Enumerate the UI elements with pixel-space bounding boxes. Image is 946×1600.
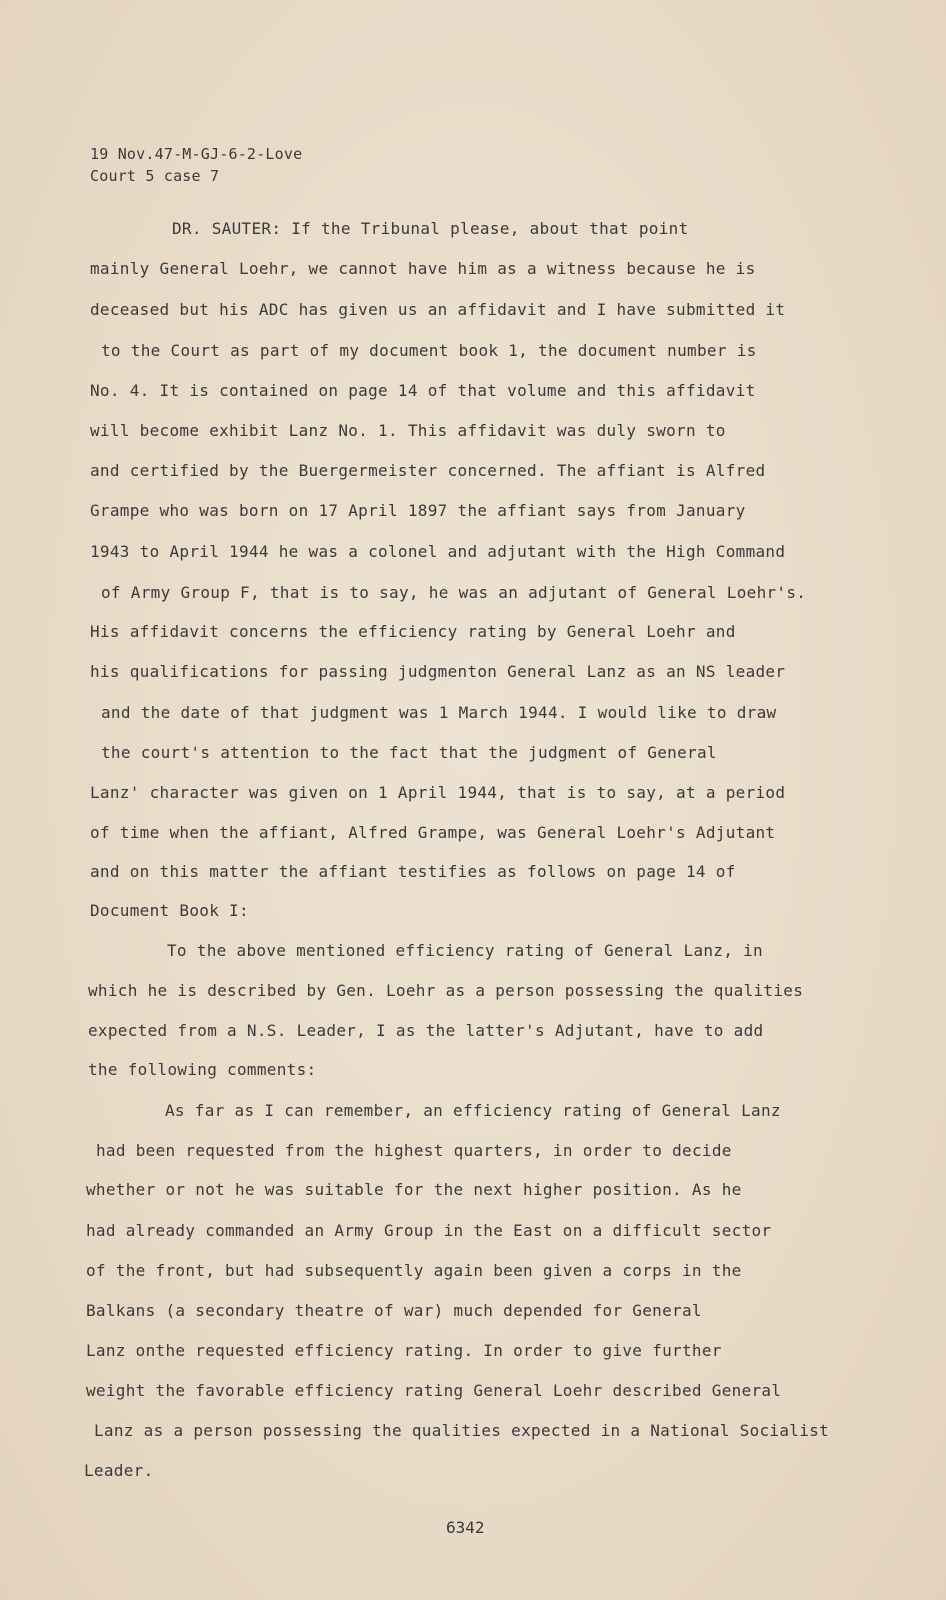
text-line: of Army Group F, that is to say, he was an adjutant of General Loehr's.	[101, 583, 807, 602]
text-line: mainly General Loehr, we cannot have him as a witness because he is	[90, 259, 756, 278]
text-line: and certified by the Buergermeister concerned. The affiant is Alfred	[90, 461, 766, 480]
reference-line: 19 Nov.47-M-GJ-6-2-Love	[90, 145, 303, 163]
text-line: To the above mentioned efficiency rating of General Lanz, in	[167, 941, 763, 960]
text-line: whether or not he was suitable for the next higher position. As he	[86, 1180, 742, 1199]
document-header	[90, 143, 302, 187]
text-line: his qualifications for passing judgmenton General Lanz as an NS leader	[90, 662, 786, 681]
court-line: Court 5 case 7	[90, 167, 220, 185]
text-line: the following comments:	[88, 1060, 317, 1079]
text-line: Leader.	[84, 1461, 154, 1480]
text-line: Lanz' character was given on 1 April 1944, that is to say, at a period	[90, 783, 786, 802]
text-line: which he is described by Gen. Loehr as a person possessing the qualities	[88, 981, 804, 1000]
text-line: and on this matter the affiant testifies as follows on page 14 of	[90, 862, 736, 881]
text-line: of the front, but had subsequently again been given a corps in the	[86, 1261, 742, 1280]
text-line: the court's attention to the fact that the judgment of General	[101, 743, 717, 762]
text-line: had already commanded an Army Group in the East on a difficult sector	[86, 1221, 772, 1240]
text-line: of time when the affiant, Alfred Grampe, was General Loehr's Adjutant	[90, 823, 776, 842]
text-line: Lanz as a person possessing the qualities expected in a National Socialist	[94, 1421, 830, 1440]
text-line: 1943 to April 1944 he was a colonel and adjutant with the High Command	[90, 542, 786, 561]
page-number: 6342	[446, 1518, 485, 1537]
text-line: Grampe who was born on 17 April 1897 the affiant says from January	[90, 501, 746, 520]
text-line: Document Book I:	[90, 901, 249, 920]
text-line: expected from a N.S. Leader, I as the latter's Adjutant, have to add	[88, 1021, 764, 1040]
text-line: deceased but his ADC has given us an affidavit and I have submitted it	[90, 300, 786, 319]
text-line: His affidavit concerns the efficiency rating by General Loehr and	[90, 622, 736, 641]
text-line: had been requested from the highest quarters, in order to decide	[96, 1141, 732, 1160]
text-line: and the date of that judgment was 1 March 1944. I would like to draw	[101, 703, 777, 722]
text-line: will become exhibit Lanz No. 1. This affidavit was duly sworn to	[90, 421, 726, 440]
text-line: to the Court as part of my document book 1, the document number is	[101, 341, 757, 360]
text-line: weight the favorable efficiency rating General Loehr described General	[86, 1381, 782, 1400]
text-line: No. 4. It is contained on page 14 of that volume and this affidavit	[90, 381, 756, 400]
text-line: DR. SAUTER: If the Tribunal please, about that point	[172, 219, 689, 238]
text-line: Lanz onthe requested efficiency rating. In order to give further	[86, 1341, 722, 1360]
text-line: Balkans (a secondary theatre of war) much depended for General	[86, 1301, 702, 1320]
text-line: As far as I can remember, an efficiency rating of General Lanz	[165, 1101, 781, 1120]
